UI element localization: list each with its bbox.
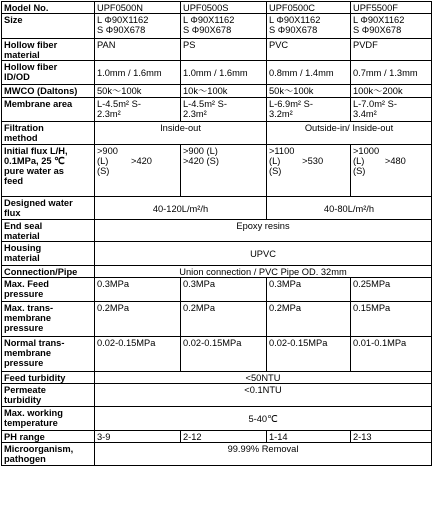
- microorganism-value: 99.99% Removal: [95, 443, 432, 466]
- model-cell: UPF5500F: [351, 2, 432, 14]
- flux-cell: [267, 145, 351, 197]
- material-cell: PVDF: [351, 39, 432, 61]
- designed-flux-group-b: 40-80L/m²/h: [267, 197, 432, 220]
- flux-l-value: >1100: [269, 146, 295, 156]
- flux-l-unit: (L): [97, 156, 109, 166]
- mwco-cell: 100k～200k: [351, 85, 432, 98]
- flux-l-value: >900: [97, 146, 118, 156]
- microorganism-label: Microorganism, pathogen: [2, 443, 95, 466]
- spec-table: [1, 1, 432, 466]
- membrane-area-cell: L-7.0m² S- 3.4m²: [351, 98, 432, 122]
- id-od-cell: 0.8mm / 1.4mm: [267, 61, 351, 85]
- flux-l-unit: (L): [269, 156, 281, 166]
- max-feed-pressure-row: [2, 278, 432, 302]
- connection-pipe-row: [2, 266, 432, 278]
- filtration-method-group-b: Outside-in/ Inside-out: [267, 122, 432, 145]
- mwco-cell: 50k～100k: [95, 85, 181, 98]
- designed-flux-group-a: 40-120L/m²/h: [95, 197, 267, 220]
- filtration-method-row: [2, 122, 432, 145]
- flux-s-value: >420: [131, 156, 152, 166]
- connection-pipe-label: Connection/Pipe: [2, 266, 95, 278]
- id-od-cell: 1.0mm / 1.6mm: [95, 61, 181, 85]
- mwco-cell: 50k～100k: [267, 85, 351, 98]
- housing-material-row: [2, 242, 432, 266]
- pressure-cell: 0.3MPa: [95, 278, 181, 302]
- filtration-method-group-a: Inside-out: [95, 122, 267, 145]
- model-cell: UPF0500C: [267, 2, 351, 14]
- max-working-temperature-label: Max. working temperature: [2, 407, 95, 431]
- id-od-cell: 1.0mm / 1.6mm: [181, 61, 267, 85]
- size-label: Size: [2, 14, 95, 39]
- size-cell: L Φ90X1162 S Φ90X678: [95, 14, 181, 39]
- membrane-area-cell: L-4.5m² S- 2.3m²: [95, 98, 181, 122]
- mwco-cell: 10k～100k: [181, 85, 267, 98]
- pressure-cell: 0.02-0.15MPa: [95, 337, 181, 372]
- flux-s-value: >480: [384, 156, 406, 166]
- filtration-method-label: Filtration method: [2, 122, 95, 145]
- max-transmembrane-pressure-row: [2, 302, 432, 337]
- model-cell: UPF0500N: [95, 2, 181, 14]
- housing-material-value: UPVC: [95, 242, 432, 266]
- size-row: [2, 14, 432, 39]
- ph-range-row: [2, 431, 432, 443]
- initial-flux-row: [2, 145, 432, 197]
- max-working-temperature-value: 5-40℃: [95, 407, 432, 431]
- membrane-area-cell: L-4.5m² S- 2.3m²: [181, 98, 267, 122]
- pressure-cell: 0.02-0.15MPa: [267, 337, 351, 372]
- feed-turbidity-value: <50NTU: [95, 372, 432, 384]
- feed-turbidity-label: Feed turbidity: [2, 372, 95, 384]
- flux-s-unit: (S): [269, 166, 282, 176]
- hollow-fiber-id-od-label: Hollow fiber ID/OD: [2, 61, 95, 85]
- hollow-fiber-material-label: Hollow fiber material: [2, 39, 95, 61]
- pressure-cell: 0.01-0.1MPa: [351, 337, 432, 372]
- flux-l-value: >1000: [353, 146, 380, 156]
- flux-s-unit: (S): [353, 166, 366, 176]
- initial-flux-label: Initial flux L/H, 0.1MPa, 25 ℃ pure water as feed: [2, 145, 95, 197]
- pressure-cell: 0.2MPa: [95, 302, 181, 337]
- material-cell: PS: [181, 39, 267, 61]
- flux-cell: [351, 145, 432, 197]
- normal-transmembrane-pressure-row: [2, 337, 432, 372]
- id-od-cell: 0.7mm / 1.3mm: [351, 61, 432, 85]
- permeate-turbidity-label: Permeate turbidity: [2, 384, 95, 407]
- normal-transmembrane-pressure-label: Normal trans- membrane pressure: [2, 337, 95, 372]
- model-cell: UPF0500S: [181, 2, 267, 14]
- membrane-area-row: [2, 98, 432, 122]
- membrane-area-label: Membrane area: [2, 98, 95, 122]
- mwco-label: MWCO (Daltons): [2, 85, 95, 98]
- pressure-cell: 0.3MPa: [267, 278, 351, 302]
- pressure-cell: 0.02-0.15MPa: [181, 337, 267, 372]
- connection-pipe-value: Union connection / PVC Pipe OD. 32mm: [95, 266, 432, 278]
- size-cell: L Φ90X1162 S Φ90X678: [267, 14, 351, 39]
- size-cell: L Φ90X1162 S Φ90X678: [181, 14, 267, 39]
- flux-s-unit: (S): [97, 166, 110, 176]
- permeate-turbidity-row: [2, 384, 432, 407]
- ph-range-label: PH range: [2, 431, 95, 443]
- pressure-cell: 0.25MPa: [351, 278, 432, 302]
- ph-cell: 2-13: [351, 431, 432, 443]
- membrane-area-cell: L-6.9m² S- 3.2m²: [267, 98, 351, 122]
- pressure-cell: 0.2MPa: [181, 302, 267, 337]
- hollow-fiber-id-od-row: [2, 61, 432, 85]
- material-cell: PAN: [95, 39, 181, 61]
- end-seal-material-value: Epoxy resins: [95, 220, 432, 242]
- ph-cell: 1-14: [267, 431, 351, 443]
- pressure-cell: 0.3MPa: [181, 278, 267, 302]
- pressure-cell: 0.15MPa: [351, 302, 432, 337]
- designed-water-flux-row: [2, 197, 432, 220]
- max-working-temperature-row: [2, 407, 432, 431]
- mwco-row: [2, 85, 432, 98]
- permeate-turbidity-value: <0.1NTU: [95, 384, 432, 407]
- flux-l-unit: (L): [353, 156, 365, 166]
- material-cell: PVC: [267, 39, 351, 61]
- pressure-cell: 0.2MPa: [267, 302, 351, 337]
- ph-cell: 2-12: [181, 431, 267, 443]
- flux-s-value: >530: [302, 156, 324, 166]
- model-no-label: Model No.: [2, 2, 95, 14]
- designed-water-flux-label: Designed water flux: [2, 197, 95, 220]
- feed-turbidity-row: [2, 372, 432, 384]
- ph-cell: 3-9: [95, 431, 181, 443]
- end-seal-material-row: [2, 220, 432, 242]
- end-seal-material-label: End seal material: [2, 220, 95, 242]
- header-row: [2, 2, 432, 14]
- max-feed-pressure-label: Max. Feed pressure: [2, 278, 95, 302]
- size-cell: L Φ90X1162 S Φ90X678: [351, 14, 432, 39]
- max-transmembrane-pressure-label: Max. trans- membrane pressure: [2, 302, 95, 337]
- microorganism-row: [2, 443, 432, 466]
- flux-cell: >900 (L) >420 (S): [181, 145, 267, 197]
- hollow-fiber-material-row: [2, 39, 432, 61]
- housing-material-label: Housing material: [2, 242, 95, 266]
- flux-cell: [95, 145, 181, 197]
